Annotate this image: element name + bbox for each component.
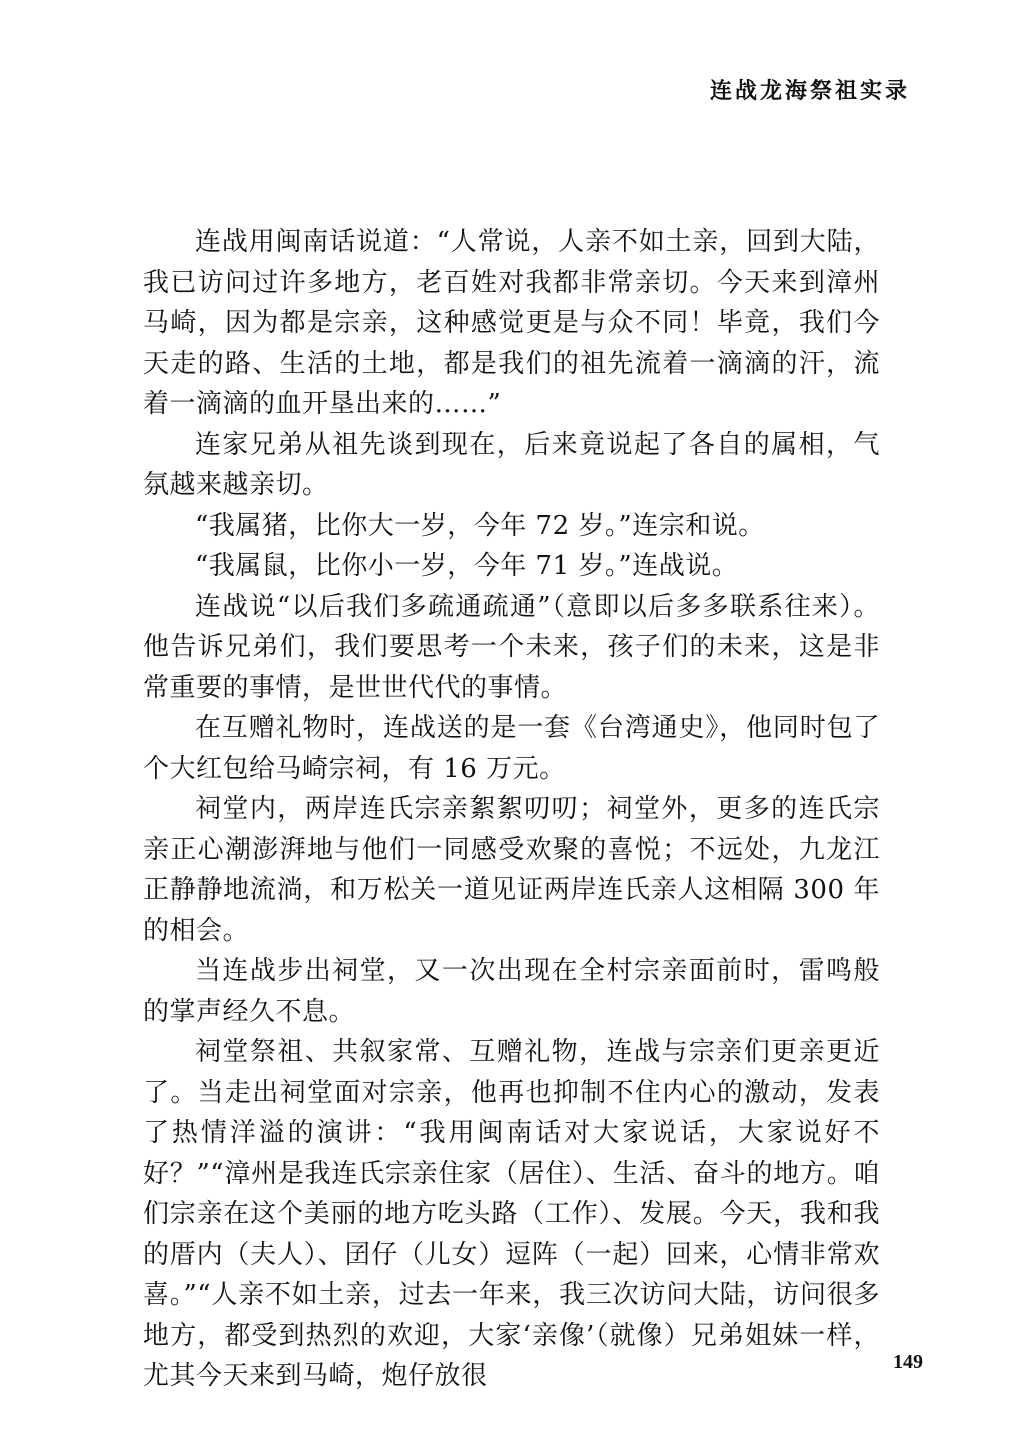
page-number: 149 [893,1351,923,1373]
body-text [143,222,880,1397]
paragraph-6: 在互赠礼物时，连战送的是一套《台湾通史》，他同时包了个大红包给马崎宗祠，有 16 万元。 [143,713,880,784]
paragraph-4: “我属鼠，比你小一岁，今年 71 岁。”连战说。 [195,551,739,581]
paragraph-3: “我属猪，比你大一岁，今年 72 岁。”连宗和说。 [195,510,765,541]
paragraph-1: 连战用闽南话说道：“人常说，人亲不如土亲，回到大陆，我已访问过许多地方，老百姓对我都非常亲切。今天来到漳州马崎，因为都是宗亲，这种感觉更是与众不同！毕竟，我们今天走的路、生活的土地，都是我们的祖先流着一滴滴的汗，流着一滴滴的血开垦出来的……” [143,227,880,419]
paragraph-5: 连战说“以后我们多疏通疏通”（意即以后多多联系往来）。他告诉兄弟们，我们要思考一个未来，孩子们的未来，这是非常重要的事情，是世世代代的事情。 [143,591,880,703]
running-header: 连战龙海祭祖实录 [709,79,910,104]
paragraph-2: 连家兄弟从祖先谈到现在，后来竟说起了各自的属相，气氛越来越亲切。 [143,429,880,500]
paragraph-9: 祠堂祭祖、共叙家常、互赠礼物，连战与宗亲们更亲更近了。当走出祠堂面对宗亲，他再也抑制不住内心的激动，发表了热情洋溢的演讲：“我用闽南话对大家说话，大家说好不好？”“漳州是我连氏宗亲住家（居住）、生活、奋斗的地方。咱们宗亲在这个美丽的地方吃头路（工作）、发展。今天，我和我的厝内（夫人）、囝仔（儿女）逗阵（一起）回来，心情非常欢喜。”“人亲不如土亲，过去一年来，我三次访问大陆，访问很多地方，都受到热烈的欢迎，大家‘亲像’（就像）兄弟姐妹一样，尤其今天来到马崎，炮仔放很 [143,1037,880,1391]
paragraph-8: 当连战步出祠堂，又一次出现在全村宗亲面前时，雷鸣般的掌声经久不息。 [143,956,880,1027]
paragraph-7: 祠堂内，两岸连氏宗亲絮絮叨叨；祠堂外，更多的连氏宗亲正心潮澎湃地与他们一同感受欢聚的喜悦；不远处，九龙江正静静地流淌，和万松关一道见证两岸连氏亲人这相隔 300 年的相会。 [143,794,880,946]
